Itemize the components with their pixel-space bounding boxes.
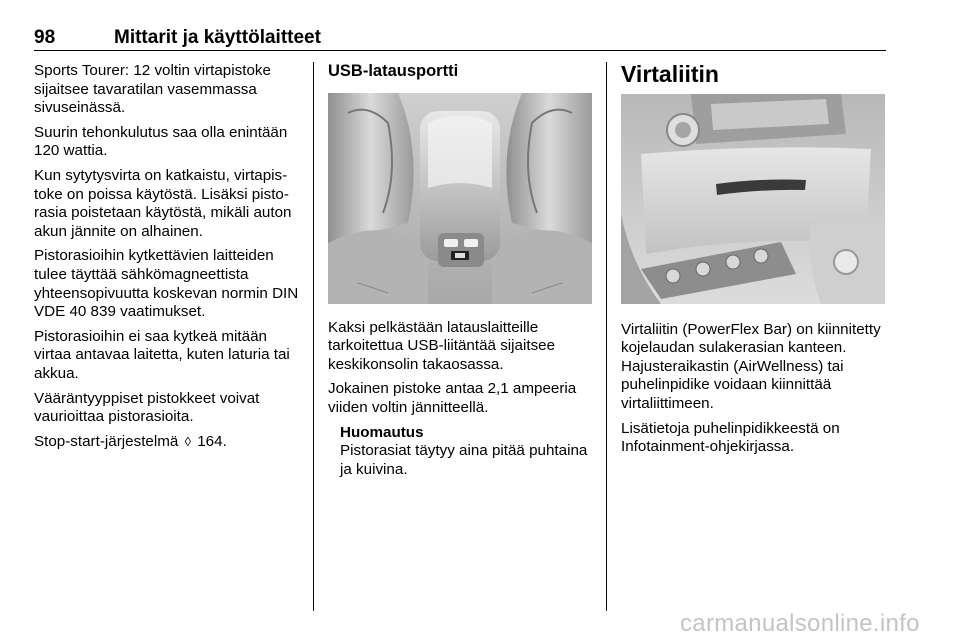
paragraph: Pistorasioihin ei saa kytkeä mitään virtaa antavaa laitetta, kuten laturia tai akkua. (34, 327, 290, 382)
paragraph: Pistorasioihin kytkettävien laitteiden tulee täyttää sähkömagneettista yhteensopivuutta koskevan normin DIN VDE 40 839 vaatimukset. (34, 247, 299, 321)
paragraph: Kun sytytysvirta on katkaistu, virtapistoke on poissa käytöstä. Lisäksi pistorasia poistetaan käytöstä, mikäli auton akun jännite on alhainen. (34, 166, 292, 240)
column-divider-left (313, 62, 314, 611)
page-header (34, 24, 886, 51)
paragraph: Kaksi pelkästään latauslaitteille tarkoitettua USB-liitäntää sijaitsee keskikonsolin takaosassa. (328, 318, 556, 373)
watermark: carmanualsonline.info (680, 610, 920, 637)
paragraph: Jokainen pistoke antaa 2,1 ampeeria viiden voltin jännitteellä. (328, 380, 577, 416)
paragraph: Virtaliitin (PowerFlex Bar) on kiinnitetty kojelaudan sulakerasian kanteen. Hajusteraikastin (AirWellness) tai puhelinpidike voidaan kiinnittää virtaliittimeen. (621, 320, 881, 412)
column-right (621, 62, 889, 463)
page-number: 98 (34, 27, 56, 48)
crossref-page-link[interactable]: 164. (197, 432, 227, 450)
chapter-title: Mittarit ja käyttölaitteet (114, 27, 321, 48)
usb-port-illustration (328, 93, 592, 304)
crossref-text: Stop-start-järjestelmä (34, 432, 179, 450)
section-heading-power-connector: Virtaliitin (621, 61, 719, 87)
note-title: Huomautus (340, 423, 424, 441)
note-text: Pistorasiat täytyy aina pitää puhtaina ja kuivina. (340, 442, 588, 478)
power-connector-illustration (621, 94, 885, 304)
paragraph: Lisätietoja puhelinpidikkeestä on Infotainment-ohjekirjassa. (621, 419, 840, 456)
paragraph: Suurin tehonkulutus saa olla enintään 120 wattia. (34, 123, 288, 160)
column-middle (328, 62, 596, 479)
column-left (34, 62, 302, 457)
column-divider-right (606, 62, 607, 611)
page-reference-icon: ◊ (184, 433, 191, 449)
section-heading-usb: USB-latausportti (328, 62, 459, 80)
paragraph: Sports Tourer: 12 voltin virtapistoke sijaitsee tavaratilan vasemmassa sivuseinässä. (34, 62, 271, 117)
crossref-line (34, 433, 302, 452)
note-box (340, 424, 596, 480)
paragraph: Vääräntyyppiset pistokkeet voivat vaurioittaa pistorasioita. (34, 389, 260, 426)
